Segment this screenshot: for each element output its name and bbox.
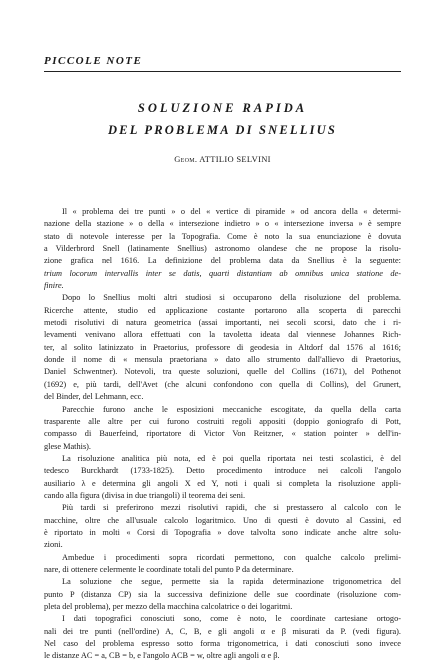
text-line: nali dei tre punti (nell'ordine) A, C, B, e gli angoli α e β misurati da P. (vedi figura). xyxy=(44,626,401,636)
author-prefix: Geom. xyxy=(174,154,198,164)
text-line: punto P (distanza CP) sia la successiva definizione delle sue coordinate (risoluzione com- xyxy=(44,589,401,599)
article-title-line-2: DEL PROBLEMA DI SNELLIUS xyxy=(107,123,338,137)
text-line: cando alla figura (divisa in due triangoli) il teorema dei seni. xyxy=(44,490,246,500)
latin-definition-line: trium locorum intervallis inter se datis, quarti distantiam ab omnibus unica statione de- xyxy=(44,268,401,278)
article-body xyxy=(44,206,401,663)
section-divider xyxy=(44,71,401,72)
text-line: compasso di Bauerfeind, riportatore di Victor Von Reitzner, « station pointer » dell'in- xyxy=(44,429,401,439)
text-line: a Vilderbrord Snell (latinamente Snellius) astronomo olandese che ne propose la risolu- xyxy=(44,244,401,254)
text-line: glese Mathis). xyxy=(44,441,92,451)
author-name: ATTILIO SELVINI xyxy=(199,154,271,164)
text-line: pleta del problema), per mezzo della macchina calcolatrice o dei logaritmi. xyxy=(44,602,293,611)
latin-definition-line: finire. xyxy=(44,281,64,291)
text-line: Dopo lo Snellius molti altri studiosi si occuparono della risoluzione del problema. xyxy=(62,293,401,303)
text-line: trasparente alle altre per cui furono costruiti regoli appositi (doppio goniografo di Pott, xyxy=(44,416,401,426)
text-line: Più tardi si preferirono mezzi risolutivi rapidi, che si prestassero al calcolo con le xyxy=(62,503,401,513)
text-line: è riportato in molti « Corsi di Topografia » dove talvolta sono indicate anche altre solu- xyxy=(44,527,401,537)
text-line: zioni. xyxy=(44,540,63,550)
text-line: tedesco Burckhardt (1733-1825). Detto procedimento introduce nei calcoli l'angolo xyxy=(44,466,401,476)
text-line: Parecchie furono anche le esposizioni meccaniche escogitate, da quella della carta xyxy=(62,404,401,414)
text-line: I dati topografici conosciuti sono, come è noto, le coordinate cartesiane ortogo- xyxy=(62,614,401,624)
text-line: Il « problema dei tre punti » o del « vertice di piramide » od ancora della « determi- xyxy=(62,207,401,216)
text-line: stato di notevole interesse per la Topografia. Come è noto la sua enunciazione è dovuta xyxy=(44,231,401,241)
text-line: Daniel Schwentner). Notevoli, tra queste soluzioni, quelle del Collins (1671), del Pothenot xyxy=(44,367,401,377)
text-line: levamenti venivano allora effettuati con la tavoletta ideata dal viennese Johannes Rich- xyxy=(44,330,401,340)
text-line: La risoluzione analitica più nota, ed è poi quella riportata nei testi scolastici, è del xyxy=(62,453,401,463)
text-line: metodi risolutivi di natura geometrica (assai importanti, nei secoli scorsi, dato che i ri- xyxy=(44,318,401,328)
text-line: Nel caso del problema espresso sotto forma trigonometrica, i dati conosciuti sono invece xyxy=(44,639,401,649)
text-line: macchine, oltre che all'usuale calcolo logaritmico. Uno di questi è dovuto al Cassini, ed xyxy=(44,515,401,525)
text-line: le distanze AC = a, CB = b, e l'angolo ACB = w, oltre agli angoli α e β. xyxy=(44,651,280,661)
section-label: PICCOLE NOTE xyxy=(44,55,143,67)
text-line: Ricerche attente, studio ed applicazione costante portarono alla scoperta di parecchi xyxy=(44,305,401,315)
text-line: ter, al solito latinizzato in Praetorius, professore di geodesia in Altdorf dal 1576 al 1616; xyxy=(44,342,401,352)
text-line: del Binder, del Lehmann, ecc. xyxy=(44,392,144,402)
text-line: La soluzione che segue, permette sia la rapida determinazione trigonometrica del xyxy=(62,577,401,587)
text-line: donde il nome di « mensula praetoriana » dato allo strumento dall'allievo di Praetorius, xyxy=(44,355,401,365)
text-line: nare, di ottenere celermente le coordinate totali del punto P da determinare. xyxy=(44,564,294,574)
text-line: zione grafica nel 1616. La definizione del problema data da Snellius è la seguente: xyxy=(44,256,401,266)
article-author xyxy=(0,154,445,164)
text-line: nazione della stazione » o della « intersezione indietro » o « intersezione inversa » è sempre xyxy=(44,219,401,229)
text-line: (1692) e, più tardi, dell'Avet (che alcuni confondono con quella di Collins), del Grunert, xyxy=(44,379,401,389)
text-line: ausiliario λ e determina gli angoli X ed Y, noti i quali si completa la risoluzione appli- xyxy=(44,478,401,488)
text-line: Ambedue i procedimenti sopra ricordati permettono, con qualche calcolo prelimi- xyxy=(62,552,401,562)
article-title-line-1: SOLUZIONE RAPIDA xyxy=(137,101,308,115)
